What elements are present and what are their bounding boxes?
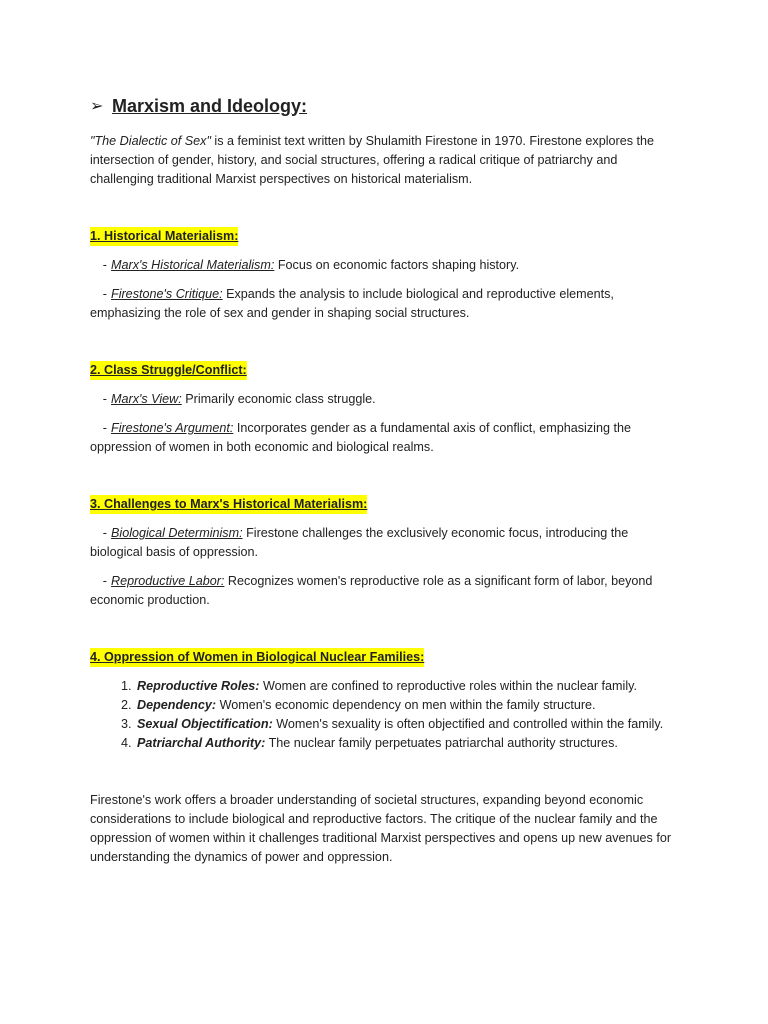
main-heading: [90, 94, 680, 118]
section-challenges: [90, 495, 680, 610]
list-text: Women's economic dependency on men within the family structure.: [216, 698, 596, 712]
list-term: Sexual Objectification:: [137, 717, 273, 731]
point-term: Marx's Historical Materialism:: [111, 258, 275, 272]
list-item: [135, 734, 680, 753]
closing-paragraph: Firestone's work offers a broader understanding of societal structures, expanding beyond economic considerations to include biological and reproductive factors. The critique of the nuclear family and the oppression of women within it challenges traditional Marxist perspectives and opens up new avenues for understanding the dynamics of power and oppression.: [90, 793, 672, 864]
point-text: Primarily economic class struggle.: [181, 392, 376, 406]
section-point: - Biological Determinism: Firestone challenges the exclusively economic focus, introducing the biological basis of oppression.: [90, 526, 629, 559]
section-point: - Marx's View: Primarily economic class struggle.: [102, 392, 376, 406]
book-title: "The Dialectic of Sex": [90, 134, 211, 148]
list-text: Women's sexuality is often objectified and controlled within the family.: [272, 717, 664, 731]
list-item: [135, 715, 680, 734]
point-text: Focus on economic factors shaping history.: [274, 258, 520, 272]
numbered-list: [90, 677, 680, 753]
list-item: [135, 696, 680, 715]
list-item: [135, 677, 680, 696]
intro-paragraph: [90, 132, 680, 189]
section-title: 1. Historical Materialism:: [90, 227, 238, 246]
point-text: Expands the analysis to include biological and reproductive elements, emphasizing the role of sex and gender in shaping social structures.: [90, 287, 614, 320]
section-class-struggle: [90, 361, 680, 457]
list-term: Patriarchal Authority:: [137, 736, 266, 750]
section-oppression: [90, 648, 680, 753]
point-term: Firestone's Argument:: [111, 421, 234, 435]
point-text: Firestone challenges the exclusively economic focus, introducing the biological basis of oppression.: [90, 526, 629, 559]
list-text: Women are confined to reproductive roles within the nuclear family.: [259, 679, 637, 693]
point-term: Marx's View:: [111, 392, 182, 406]
point-text: Incorporates gender as a fundamental axis of conflict, emphasizing the oppression of women in both economic and biological realms.: [90, 421, 631, 454]
section-title: 3. Challenges to Marx's Historical Materialism:: [90, 495, 367, 514]
section-point: - Firestone's Critique: Expands the analysis to include biological and reproductive elements, emphasizing the role of sex and gender in shaping social structures.: [90, 287, 614, 320]
document-body: [90, 94, 680, 867]
section-point: - Marx's Historical Materialism: Focus on economic factors shaping history.: [102, 258, 520, 272]
point-term: Biological Determinism:: [111, 526, 243, 540]
intro-text: is a feminist text written by Shulamith Firestone in 1970. Firestone explores the intersection of gender, history, and social structures, offering a radical critique of patriarchy and challenging traditional Marxist perspectives on historical materialism.: [90, 134, 655, 186]
point-text: Recognizes women's reproductive role as a significant form of labor, beyond economic production.: [90, 574, 653, 607]
section-title: 2. Class Struggle/Conflict:: [90, 361, 247, 380]
list-text: The nuclear family perpetuates patriarchal authority structures.: [265, 736, 618, 750]
point-term: Reproductive Labor:: [111, 574, 225, 588]
point-term: Firestone's Critique:: [111, 287, 223, 301]
arrow-bullet-icon: ➢: [90, 97, 104, 115]
section-point: - Firestone's Argument: Incorporates gender as a fundamental axis of conflict, emphasizing the oppression of women in both economic and biological realms.: [90, 421, 631, 454]
list-term: Dependency:: [137, 698, 217, 712]
section-historical-materialism: [90, 227, 680, 323]
list-term: Reproductive Roles:: [137, 679, 260, 693]
page-title: Marxism and Ideology:: [112, 95, 308, 116]
section-point: - Reproductive Labor: Recognizes women's reproductive role as a significant form of labor, beyond economic production.: [90, 574, 653, 607]
section-title: 4. Oppression of Women in Biological Nuclear Families:: [90, 648, 424, 667]
